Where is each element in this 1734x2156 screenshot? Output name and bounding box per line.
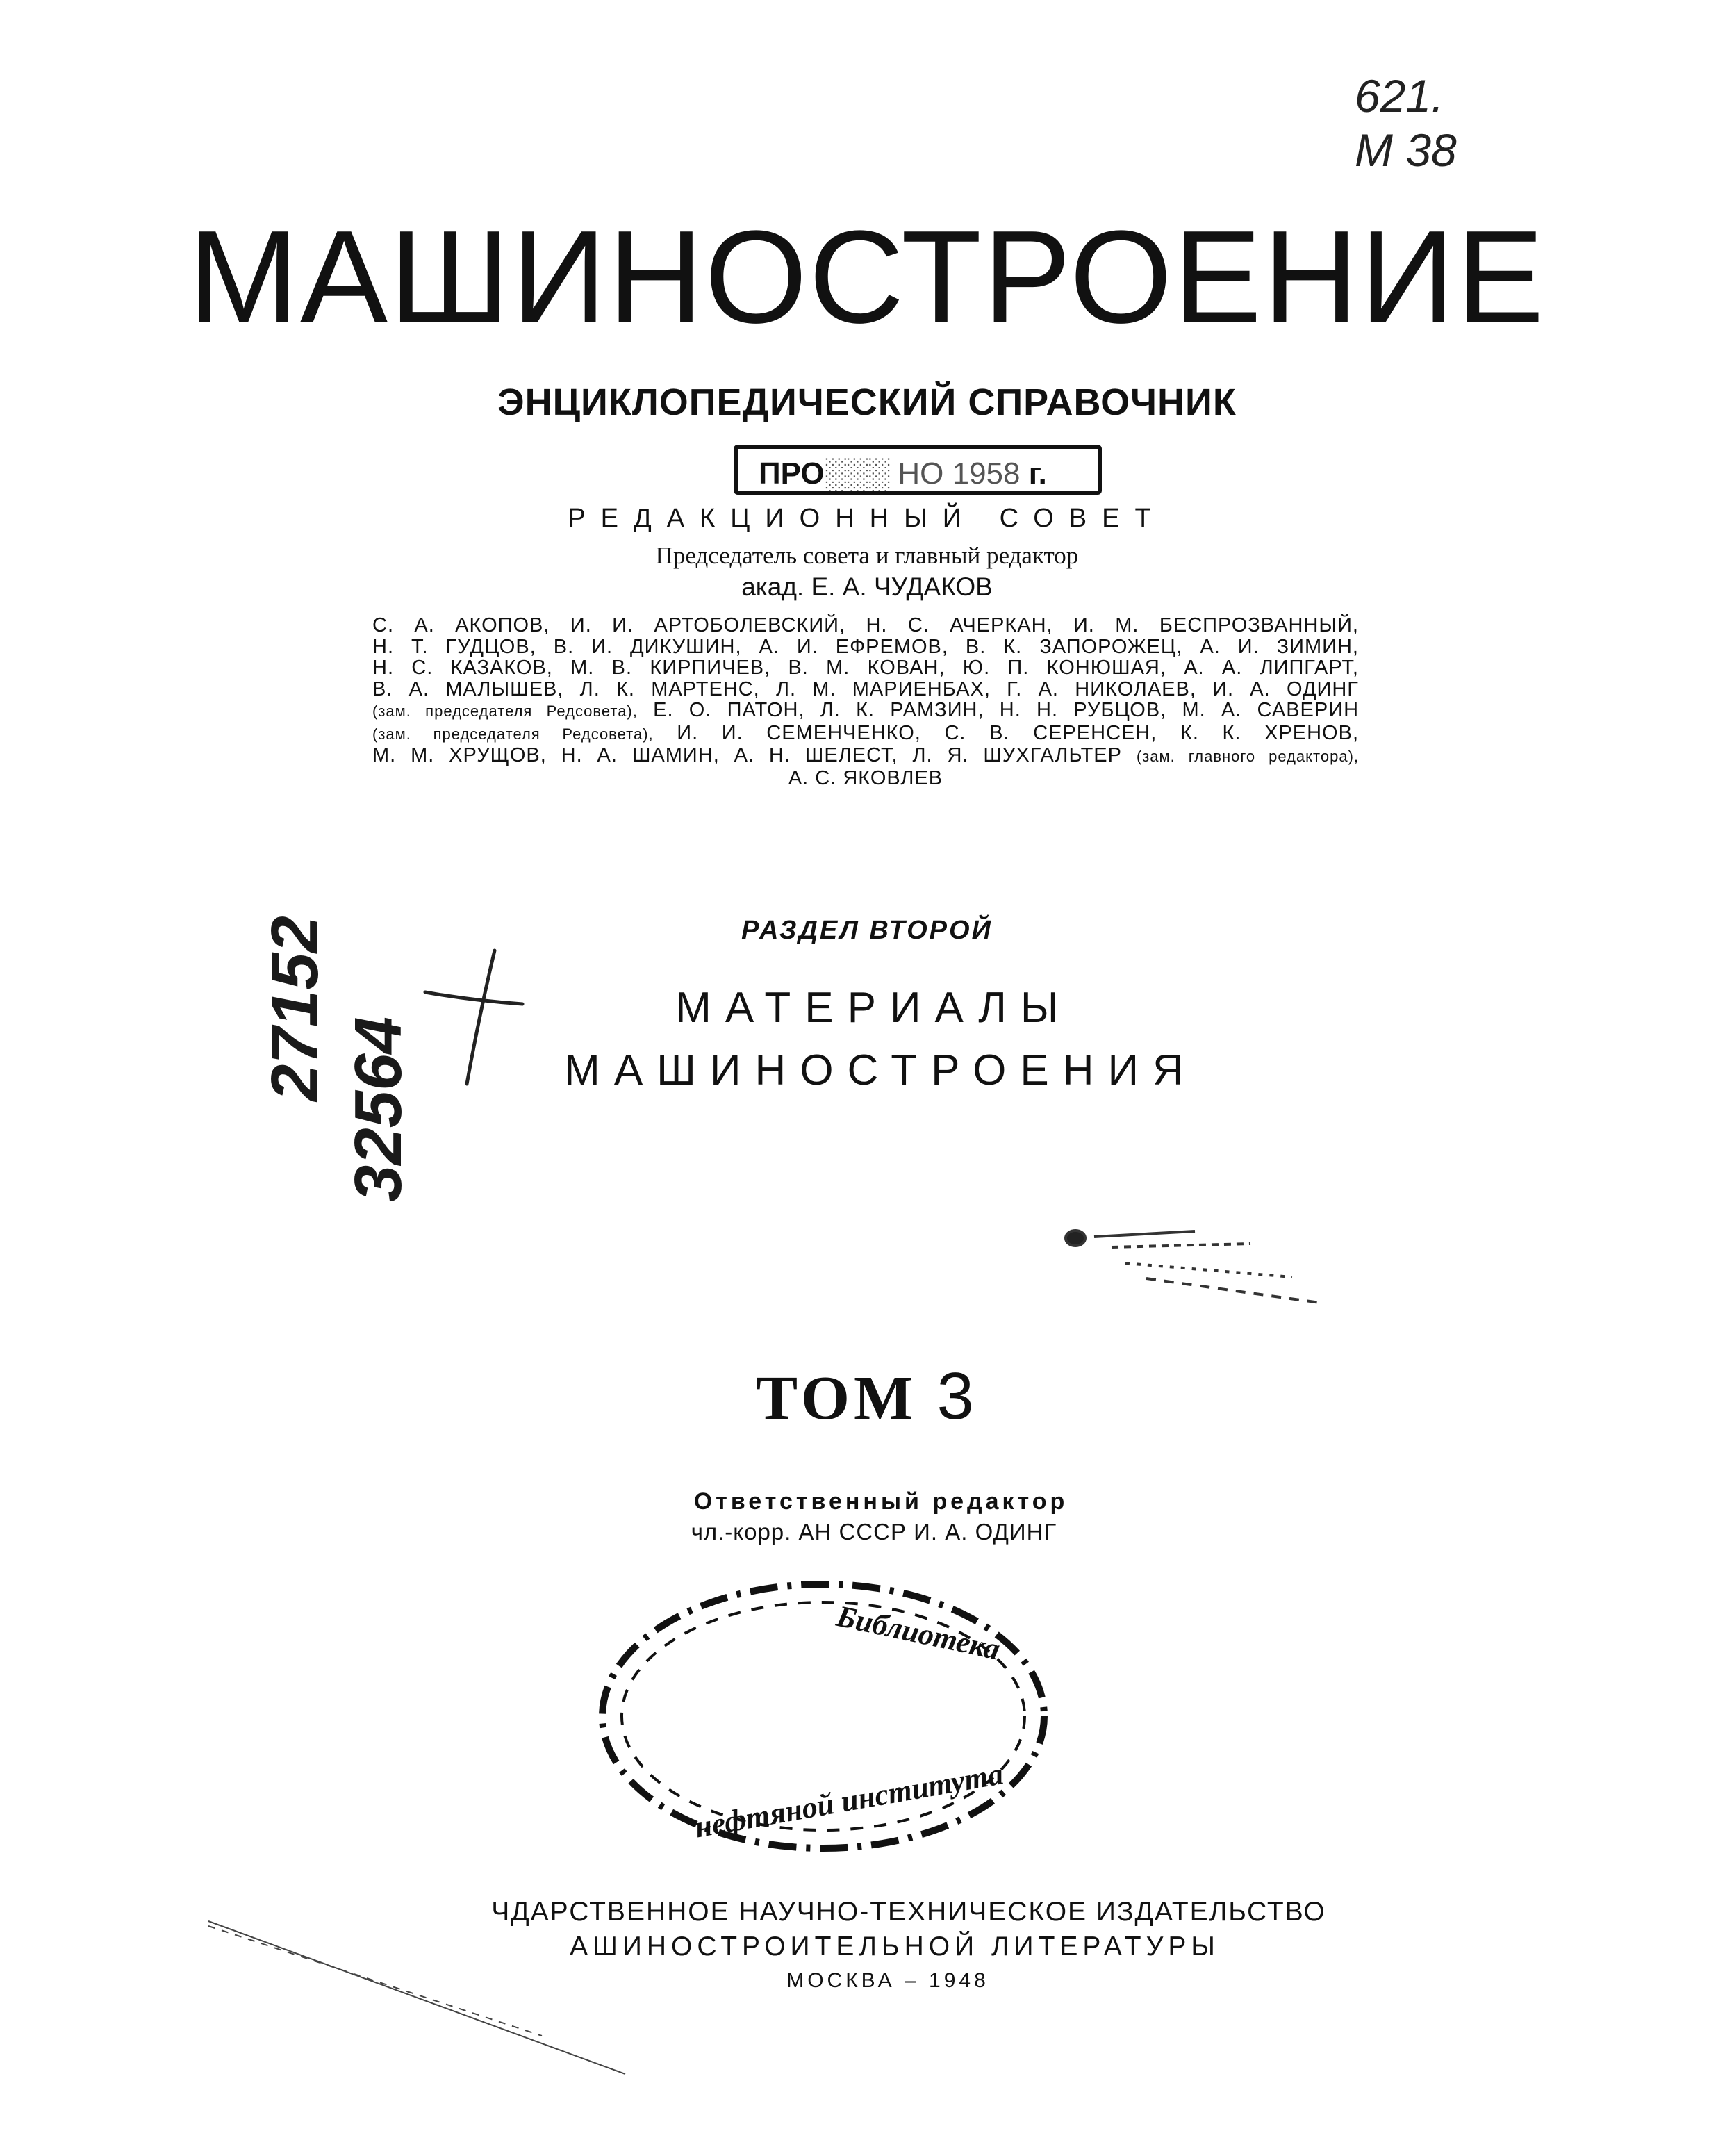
check-stamp-text-middle: НО 1958 [898, 456, 1021, 491]
page-title: МАШИНОСТРОЕНИЕ [188, 204, 1546, 351]
ink-smudge [1066, 1231, 1320, 1303]
publisher-line-2: АШИНОСТРОИТЕЛЬНОЙ ЛИТЕРАТУРЫ [570, 1932, 1220, 1961]
publisher-line-1: ЧДАРСТВЕННОЕ НАУЧНО-ТЕХНИЧЕСКОЕ ИЗДАТЕЛЬСТВО [491, 1897, 1326, 1927]
editor-name: чл.-корр. АН СССР И. А. ОДИНГ [691, 1519, 1057, 1545]
member-line: (зам. председателя Редсовета), Е. О. ПАТОН, Л. К. РАМЗИН, Н. Н. РУБЦОВ, М. А. САВЕРИН [372, 699, 1360, 721]
member-line: А. С. ЯКОВЛЕВ [788, 766, 943, 789]
check-stamp-text-start: ПРО [759, 456, 825, 491]
member-line: (зам. председателя Редсовета), И. И. СЕМЕНЧЕНКО, С. В. СЕРЕНСЕН, К. К. ХРЕНОВ, [372, 721, 1359, 744]
inventory-number-1: 27152 [258, 916, 332, 1101]
pencil-cross-mark [425, 951, 522, 1084]
volume-word: ТОМ [756, 1364, 917, 1433]
check-stamp: ПРО░░░ НО 1958 г. [734, 445, 1102, 495]
call-number-line-1: 621. [1355, 70, 1444, 122]
call-number-line-2: М 38 [1355, 124, 1457, 176]
section-title-line-1: МАТЕРИАЛЫ [675, 984, 1073, 1032]
section-label: РАЗДЕЛ ВТОРОЙ [741, 916, 993, 945]
deputy-note: (зам. председателя Редсовета), [372, 725, 654, 743]
council-heading: РЕДАКЦИОННЫЙ СОВЕТ [568, 504, 1166, 533]
deputy-editor-note: (зам. главного редактора), [1136, 748, 1360, 765]
deputy-note: (зам. председателя Редсовета), [372, 702, 638, 720]
check-stamp-text-end: г. [1028, 456, 1047, 491]
member-line: Н. Т. ГУДЦОВ, В. И. ДИКУШИН, А. И. ЕФРЕМОВ, В. К. ЗАПОРОЖЕЦ, А. И. ЗИМИН, [372, 635, 1359, 658]
library-stamp-bottom-text: нефтяной института [692, 1756, 1006, 1845]
member-line: Н. С. КАЗАКОВ, М. В. КИРПИЧЕВ, В. М. КОВАН, Ю. П. КОНЮШАЯ, А. А. ЛИПГАРТ, [372, 657, 1359, 679]
member-line: В. А. МАЛЫШЕВ, Л. К. МАРТЕНС, Л. М. МАРИЕНБАХ, Г. А. НИКОЛАЕВ, И. А. ОДИНГ [372, 677, 1359, 700]
chair-name: акад. Е. А. ЧУДАКОВ [741, 573, 993, 601]
stray-lines [208, 1921, 625, 2074]
volume-number: 3 [936, 1359, 978, 1433]
section-title-line-2: МАШИНОСТРОЕНИЯ [564, 1046, 1198, 1094]
publisher-city-year: МОСКВА – 1948 [786, 1969, 989, 1992]
member-line: М. М. ХРУЩОВ, Н. А. ШАМИН, А. Н. ШЕЛЕСТ, Л. Я. ШУХГАЛЬТЕР (зам. главного редактора), [372, 744, 1360, 766]
library-stamp-top-text: Библиотека [834, 1599, 1003, 1667]
editor-role: Ответственный редактор [693, 1488, 1068, 1515]
inventory-number-2: 32564 [341, 1017, 415, 1202]
member-line: С. А. АКОПОВ, И. И. АРТОБОЛЕВСКИЙ, Н. С. АЧЕРКАН, И. М. БЕСПРОЗВАННЫЙ, [372, 614, 1359, 636]
subtitle: ЭНЦИКЛОПЕДИЧЕСКИЙ СПРАВОЧНИК [497, 381, 1237, 423]
chair-title: Председатель совета и главный редактор [655, 542, 1079, 569]
